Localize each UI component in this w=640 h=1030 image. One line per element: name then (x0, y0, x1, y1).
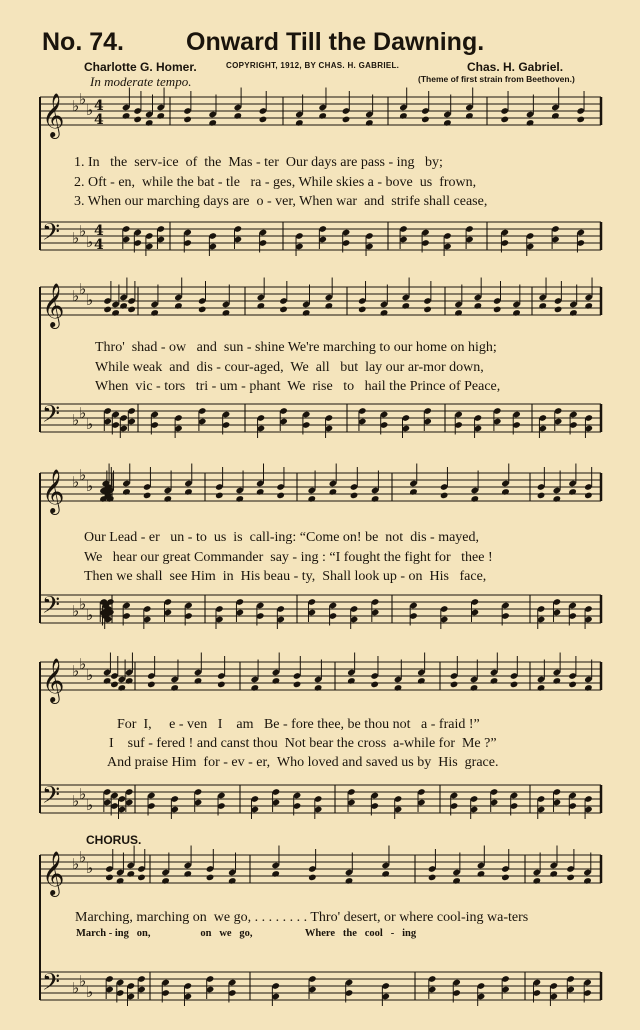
notehead (566, 874, 575, 882)
notehead (198, 306, 207, 314)
notehead (143, 492, 152, 500)
treble-clef-icon: 𝄞 (42, 93, 65, 137)
notehead (450, 681, 459, 689)
flat-icon: ♭ (79, 404, 87, 422)
notehead (133, 116, 142, 124)
notehead (183, 116, 192, 124)
notehead (440, 492, 449, 500)
system-1-verse-1: 1. In the serv-ice of the Mas - ter Our days are pass - ing by; (74, 155, 443, 170)
notehead (259, 116, 268, 124)
flat-icon: ♭ (86, 101, 94, 119)
time-signature-bottom: 4 (94, 112, 104, 128)
hymn-number: No. 74. (42, 28, 124, 56)
notehead (342, 116, 351, 124)
flat-icon: ♭ (86, 666, 94, 684)
notehead (147, 681, 156, 689)
flat-icon: ♭ (86, 233, 94, 251)
bass-clef-icon: 𝄢 (42, 968, 61, 1001)
treble-clef-icon: 𝄞 (42, 658, 65, 702)
system-1-verse-2: 2. Oft - en, while the bat - tle ra - ges, While skies a - bove us frown, (74, 175, 477, 190)
flat-icon: ♭ (72, 792, 80, 810)
flat-icon: ♭ (79, 972, 87, 990)
flat-icon: ♭ (86, 796, 94, 814)
flat-icon: ♭ (79, 222, 87, 240)
flat-icon: ♭ (72, 473, 80, 491)
notehead (358, 306, 367, 314)
system-4-verse-3: And praise Him for - ev - er, Who loved and saved us by His grace. (107, 755, 499, 770)
flat-icon: ♭ (86, 415, 94, 433)
flat-icon: ♭ (79, 655, 87, 673)
notehead (493, 306, 502, 314)
flat-icon: ♭ (86, 477, 94, 495)
notehead (421, 116, 430, 124)
notehead (293, 681, 302, 689)
notehead (350, 492, 359, 500)
notehead (110, 681, 119, 689)
system-3-verse-3: Then we shall see Him in His beau - ty, Shall look up - on His face, (84, 569, 487, 584)
flat-icon: ♭ (79, 595, 87, 613)
copyright-notice: COPYRIGHT, 1912, BY CHAS. H. GABRIEL. (226, 61, 400, 70)
flat-icon: ♭ (79, 785, 87, 803)
notehead (308, 874, 317, 882)
notehead (568, 681, 577, 689)
theme-note: (Theme of first strain from Beethoven.) (418, 74, 575, 84)
notehead (217, 681, 226, 689)
treble-clef-icon: 𝄞 (42, 851, 65, 895)
flat-icon: ♭ (79, 466, 87, 484)
flat-icon: ♭ (72, 411, 80, 429)
system-3-verse-1: Our Lead - er un - to us is call-ing: “Come on! be not dis - mayed, (84, 530, 480, 545)
time-signature-top: 4 (94, 223, 104, 239)
flat-icon: ♭ (72, 287, 80, 305)
system-2-verse-1: Thro' shad - ow and sun - shine We're marching to our home on high; (95, 340, 497, 355)
bass-clef-icon: 𝄢 (42, 218, 61, 251)
flat-icon: ♭ (79, 90, 87, 108)
notehead (554, 306, 563, 314)
flat-icon: ♭ (72, 979, 80, 997)
system-2-verse-2: While weak and dis - cour-aged, We all but lay our ar-mor down, (95, 360, 484, 375)
notehead (215, 492, 224, 500)
notehead (279, 306, 288, 314)
notehead (501, 874, 510, 882)
notehead (137, 874, 146, 882)
flat-icon: ♭ (86, 606, 94, 624)
notehead (127, 306, 136, 314)
flat-icon: ♭ (72, 855, 80, 873)
notehead (576, 116, 585, 124)
lyricist-credit: Charlotte G. Homer. (84, 60, 197, 74)
notehead (584, 492, 593, 500)
notehead (500, 116, 509, 124)
composer-credit: Chas. H. Gabriel. (467, 60, 564, 74)
tempo-marking: In moderate tempo. (90, 74, 192, 89)
notehead (370, 681, 379, 689)
flat-icon: ♭ (86, 983, 94, 1001)
notehead (428, 874, 437, 882)
notehead (276, 492, 285, 500)
notehead (103, 306, 112, 314)
time-signature-bottom: 4 (94, 237, 104, 253)
flat-icon: ♭ (86, 859, 94, 877)
notehead (423, 306, 432, 314)
flat-icon: ♭ (79, 848, 87, 866)
treble-clef-icon: 𝄞 (42, 283, 65, 327)
chorus-label: CHORUS. (86, 833, 142, 847)
flat-icon: ♭ (79, 280, 87, 298)
chorus-soprano-lyrics: Marching, marching on we go, . . . . . . . . Thro' desert, or where cool-ing wa-ters (75, 910, 529, 925)
flat-icon: ♭ (72, 602, 80, 620)
notehead (537, 492, 546, 500)
chorus-bass-lyrics: March - ing on, on we go, Where the cool - ing (76, 928, 417, 939)
time-signature-top: 4 (94, 98, 104, 114)
system-2-verse-3: When vic - tors tri - um - phant We rise to hail the Prince of Peace, (95, 379, 501, 394)
flat-icon: ♭ (72, 229, 80, 247)
notehead (105, 874, 114, 882)
system-1-verse-3: 3. When our marching days are o - ver, When war and strife shall cease, (74, 194, 488, 209)
bass-clef-icon: 𝄢 (42, 400, 61, 433)
flat-icon: ♭ (72, 97, 80, 115)
system-3-verse-2: We hear our great Commander say - ing : “I fought the fight for thee ! (84, 550, 493, 565)
flat-icon: ♭ (86, 291, 94, 309)
system-4-verse-1: For I, e - ven I am Be - fore thee, be thou not a - fraid !” (117, 717, 480, 732)
notehead (206, 874, 215, 882)
hymn-title: Onward Till the Dawning. (186, 28, 485, 56)
flat-icon: ♭ (72, 662, 80, 680)
bass-clef-icon: 𝄢 (42, 591, 61, 624)
bass-clef-icon: 𝄢 (42, 781, 61, 814)
system-4-verse-2: I suf - fered ! and canst thou Not bear the cross a-while for Me ?” (109, 736, 497, 751)
notehead (510, 681, 519, 689)
treble-clef-icon: 𝄞 (42, 469, 65, 513)
